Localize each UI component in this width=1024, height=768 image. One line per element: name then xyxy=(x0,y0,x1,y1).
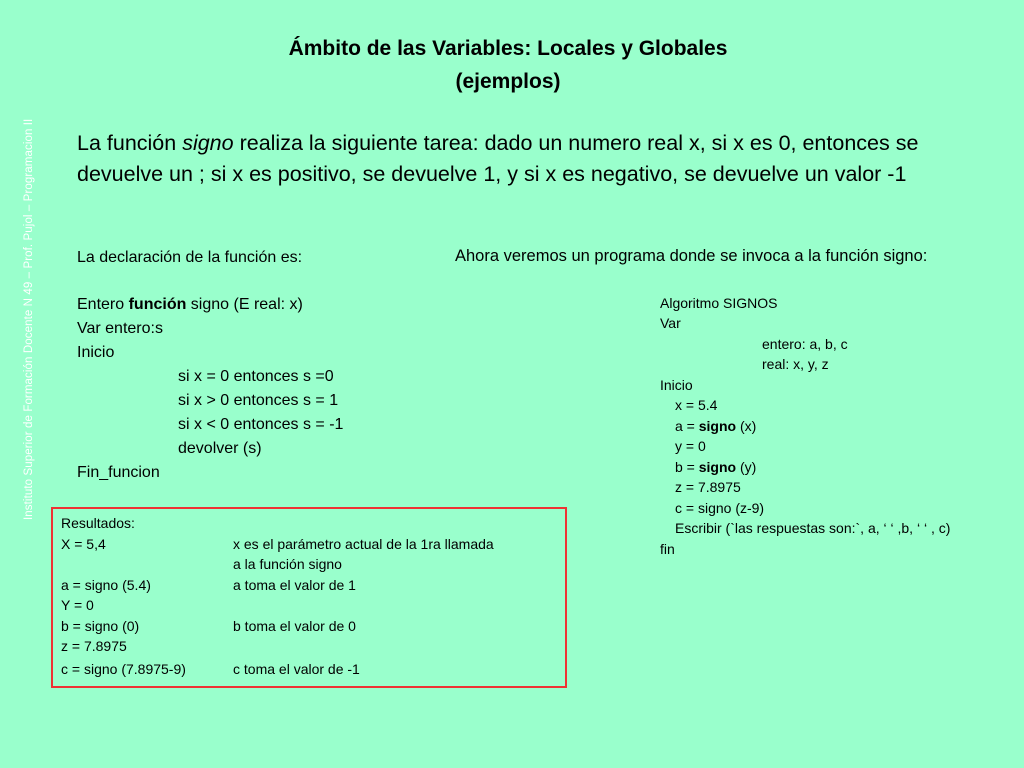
intro-part1: La función xyxy=(77,131,183,155)
program-line: Inicio xyxy=(660,377,693,393)
result-left: c = signo (7.8975-9) xyxy=(61,661,186,677)
intro-paragraph xyxy=(77,128,997,190)
slide-title-line1: Ámbito de las Variables: Locales y Globales xyxy=(288,37,728,60)
program-intro: Ahora veremos un programa donde se invoca a la función signo: xyxy=(455,247,928,265)
result-left: b = signo (0) xyxy=(61,618,140,634)
program-line: Escribir (`las respuestas son:`, a, ‘ ‘ ,b, ‘ ‘ , c) xyxy=(675,520,951,536)
declaration-body-line: si x > 0 entonces s = 1 xyxy=(178,392,339,409)
result-right: b toma el valor de 0 xyxy=(233,618,356,634)
program-line xyxy=(675,418,756,434)
signature-pre: Entero xyxy=(77,296,129,313)
declaration-inicio: Inicio xyxy=(77,344,115,361)
program-line: entero: a, b, c xyxy=(762,336,848,352)
program-text: (x) xyxy=(736,418,757,434)
result-left: a = signo (5.4) xyxy=(61,577,151,593)
program-text: (y) xyxy=(736,459,757,475)
result-left: Y = 0 xyxy=(61,597,94,613)
results-heading: Resultados: xyxy=(61,515,135,531)
program-line: z = 7.8975 xyxy=(675,479,741,495)
declaration-body-line: devolver (s) xyxy=(178,440,262,457)
result-right: c toma el valor de -1 xyxy=(233,661,360,677)
program-text: a = xyxy=(675,418,699,434)
declaration-signature xyxy=(77,296,303,314)
program-line: fin xyxy=(660,541,675,557)
result-left: X = 5,4 xyxy=(61,536,106,552)
program-line: Algoritmo SIGNOS xyxy=(660,295,778,311)
program-line: c = signo (z-9) xyxy=(675,500,765,516)
declaration-heading: La declaración de la función es: xyxy=(77,249,303,266)
program-text: b = xyxy=(675,459,699,475)
signature-post: signo (E real: x) xyxy=(186,296,303,313)
declaration-body-line: si x < 0 entonces s = -1 xyxy=(178,416,344,433)
declaration-fin: Fin_funcion xyxy=(77,464,160,481)
program-line xyxy=(675,459,756,475)
result-right: x es el parámetro actual de la 1ra llamada xyxy=(233,536,494,552)
result-right: a la función signo xyxy=(233,556,342,572)
declaration-var: Var entero:s xyxy=(77,320,163,337)
program-bold: signo xyxy=(698,459,737,475)
result-left: z = 7.8975 xyxy=(61,638,127,654)
signature-bold: función xyxy=(128,296,187,313)
program-line: x = 5.4 xyxy=(675,397,718,413)
intro-part2: realiza la siguiente tarea: dado un numero real x, si x es 0, entonces se devuelve un ; si x es positivo, se devuelve 1, y si x es negativo, se devuelve un valor -1 xyxy=(77,131,919,186)
intro-italic-signo: signo xyxy=(182,131,234,155)
declaration-body-line: si x = 0 entonces s =0 xyxy=(178,368,334,385)
sidebar-watermark: Instituto Superior de Formación Docente N 49 – Prof. Pujol – Programacion II xyxy=(23,118,35,520)
program-line: real: x, y, z xyxy=(762,356,829,372)
program-line: y = 0 xyxy=(675,438,706,454)
result-right: a toma el valor de 1 xyxy=(233,577,356,593)
slide-title-line2: (ejemplos) xyxy=(455,70,561,93)
program-line: Var xyxy=(660,315,681,331)
program-bold: signo xyxy=(698,418,737,434)
